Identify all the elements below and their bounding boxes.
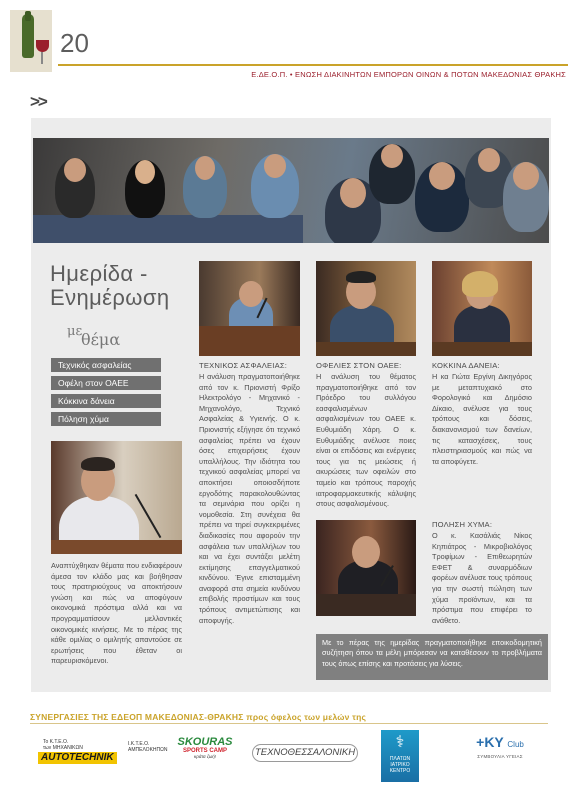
topic-bulk-sale: Πόληση χύμα [51,412,161,426]
banner-person [369,144,415,204]
header-divider [58,64,568,66]
banner-person [125,160,165,218]
skouras-sub: SPORTS CAMP [182,748,227,754]
ikteo-caption-2: ΑΜΠΕΛΟΚΗΠΩΝ [128,747,168,753]
organization-line [251,70,566,79]
article-title [50,262,170,310]
glass-stem-shape [41,52,43,64]
technothessaloniki-logo: ΤΕΧΝΟΘΕΣΣΑΛΟΝΙΚΗ [252,744,358,762]
topic-oaee-benefits: Οφέλη στον ΟΑΕΕ [51,376,161,390]
loans-heading: ΚΟΚΚΙΝΑ ΔΑΝΕΙΑ: [432,361,500,370]
autotechnik-caption [43,739,83,751]
autotechnik-caption-2: των ΜΗΧΑΝΙΚΩΝ [43,745,83,751]
ikteo-caption [128,741,167,753]
kyclub-suffix: Club [507,740,524,749]
org-bullet: • [289,70,293,79]
summary-box: Με το πέρας της ημερίδας πραγματοποιήθηκε εποικοδομητική συζήτηση όπου τα μέλη μπόρεσαν να καταθέσουν το προβλήματα τους όπως επίσης και προτάσεις για λύσεις. [316,634,548,680]
oaee-heading: ΟΦΕΛΙΕΣ ΣΤΟΝ ΟΑΕΕ: [316,361,402,370]
kyclub-sub: ΣΥΜΒΟΥΛΙΑ ΥΓΕΙΑΣ [477,754,523,759]
glass-shape [36,40,49,52]
wine-bottle-and-glass-icon [10,10,52,72]
loans-text: Η κα Γιώτα Εργίνη Δικηγόρος με μεταπτυχιακό στο Φορολογικό και Δημόσιο Δίκαιο, ανέλυσε για τους τρόπους και δόσεις, διακανονισμού των δανείων, τις κατασχέσεις, τους πλειστηριασμούς και πώς να τα αποφύγετε. [432,372,532,466]
page-number: 20 [60,28,89,58]
banner-photo [33,138,549,243]
bottle-shape [22,14,34,58]
skouras-name: SKOURAS [177,736,233,748]
banner-person [55,158,95,218]
ikteo-caption-1: Ι.Κ.Τ.Ε.Ο. [128,741,150,747]
autotechnik-logo: AUTOTECHNIK [38,752,117,764]
title-line-1: Ημερίδα - [50,261,148,286]
autotechnik-caption-1: Το Κ.Τ.Ε.Ο. [43,739,69,745]
kyclub-name [458,734,542,750]
topic-technical-safety: Τεχνικός ασφαλείας [51,358,161,372]
technical-heading: ΤΕΧΝΙΚΟΣ ΑΣΦΑΛΕΙΑΣ: [199,361,288,370]
intro-text: Αναπτύχθηκαν θέματα που ενδιαφέρουν άμεσα τον κλάδο μας και βοήθησαν τους πρατηριούχους να αποκτήσουν γνώση και πώς να αποφύγουν οικονομικά πρόστιμα αλλά και να προγραμματίσουν μελλοντικές οικονομικές κινήσεις. Με το πέρας της κάθε ομιλίας ο ομιλητής απαντούσε σε ερωτήσεις που έθεταν οι παρευρισκόμενοι. [51,561,182,666]
speaker-photo-left [51,441,182,554]
title-line-2: Ενημέρωση [50,285,170,310]
topic-red-loans: Κόκκινα δάνεια [51,394,161,408]
plaiton-logo [381,730,419,782]
subtitle-small: με [67,324,83,339]
subtitle-main: θέμα [81,330,121,349]
org-name: ΕΝΩΣΗ ΔΙΑΚΙΝΗΤΩΝ ΕΜΠΟΡΩΝ ΟΙΝΩΝ & ΠΟΤΩΝ ΜΑΚΕΔΟΝΙΑΣ ΘΡΑΚΗΣ [295,70,566,79]
skouras-tag: κράτα ζωή! [194,754,216,759]
technical-text: Η ανάλυση πραγματοποιήθηκε από τον κ. Πριονιστή Φρίξο Ηλεκτρολόγο - Μηχανικό - Μηχανολόγο, Τεχνικό Ασφαλείας & Υγιεινής. Ο κ. Πριονιστής εξήγησε ότι τεχνικό ασφαλείας πρέπει να έχουν όσες επιχειρήσεις έχουν υπαλλήλους. Την ιδιότητα του τεχνικού ασφαλείας μπορεί να αποκτήσει οποιοσδήποτε εργοδότης παρακολουθώντας τα σεμινάρια που ορίζει η νομοθεσία. Στη συνέχεια θα πρέπει να τηρεί συγκεκριμένες διαδικασίες που αφορούν την ασφάλεια των υπαλλήλων του και να έχει συντάξει μελέτη εκτίμησης επαγγελματικού κινδύνου. Έγινε επισταμμένη αναφορά στα σημεία κινδύνου επιβολής προστίμων και τους τρόπους αντιμετώπισης και αποφυγής. [199,372,300,625]
speaker-photo-loans [432,261,532,356]
kyclub-mark: +KY [476,734,504,750]
speaker-photo-technical [199,261,300,356]
banner-person [251,154,299,218]
skouras-logo [174,736,236,759]
banner-person [183,156,227,218]
footer-title: ΣΥΝΕΡΓΑΣΙΕΣ ΤΗΣ ΕΔΕΟΠ ΜΑΚΕΔΟΝΙΑΣ-ΘΡΑΚΗΣ προς όφελος των μελών της [30,712,367,722]
plaiton-mark-icon: ⚕ [395,734,405,751]
org-acronym: Ε.ΔΕ.Ο.Π. [251,70,288,79]
bulk-text: Ο κ. Κασάλιάς Νίκος Κηπιάτρος - Μικροβιολόγος Τροφίμων - Επιθεωρητών ΕΦΕΤ & συναρμόδιων φορέων ανέλυσε τους τρόπους για την σωστή πώληση των χύμα προϊόντων, και τα πρόστιμα που επιφέρει το ανάθετο. [432,531,532,625]
banner-person [503,162,549,232]
kyclub-logo [458,734,542,759]
plaiton-name: ΠΛΑΤΩΝ [389,756,411,762]
banner-table [33,215,303,243]
footer-divider [30,723,548,724]
bulk-heading: ΠΟΛΗΣΗ ΧΥΜΑ: [432,520,493,529]
speaker-photo-bulk [316,520,416,616]
speaker-photo-oaee [316,261,416,356]
section-marker: >> [30,92,46,111]
plaiton-sub: ΙΑΤΡΙΚΟ ΚΕΝΤΡΟ [389,762,411,774]
oaee-text: Η ανάλυση του θέματος πραγματοποιήθηκε από τον Πρόεδρο του συλλόγου εασφαλισμένων ασφαλισμένων του ΟΑΕΕ κ. Ευθυμιάδη Χάρη. Ο κ. Ευθυμιάδης ανέλυσε ποιες είναι οι επιδόσεις και ενέργειες τους για τις μειώσεις ή ακυρώσεις των οφειλών στο ταμείο και τρόπους παροχής ιατροφαρμακευτικής κάλυψης στους ασφαλισμένους. [316,372,416,509]
banner-person [415,162,469,232]
